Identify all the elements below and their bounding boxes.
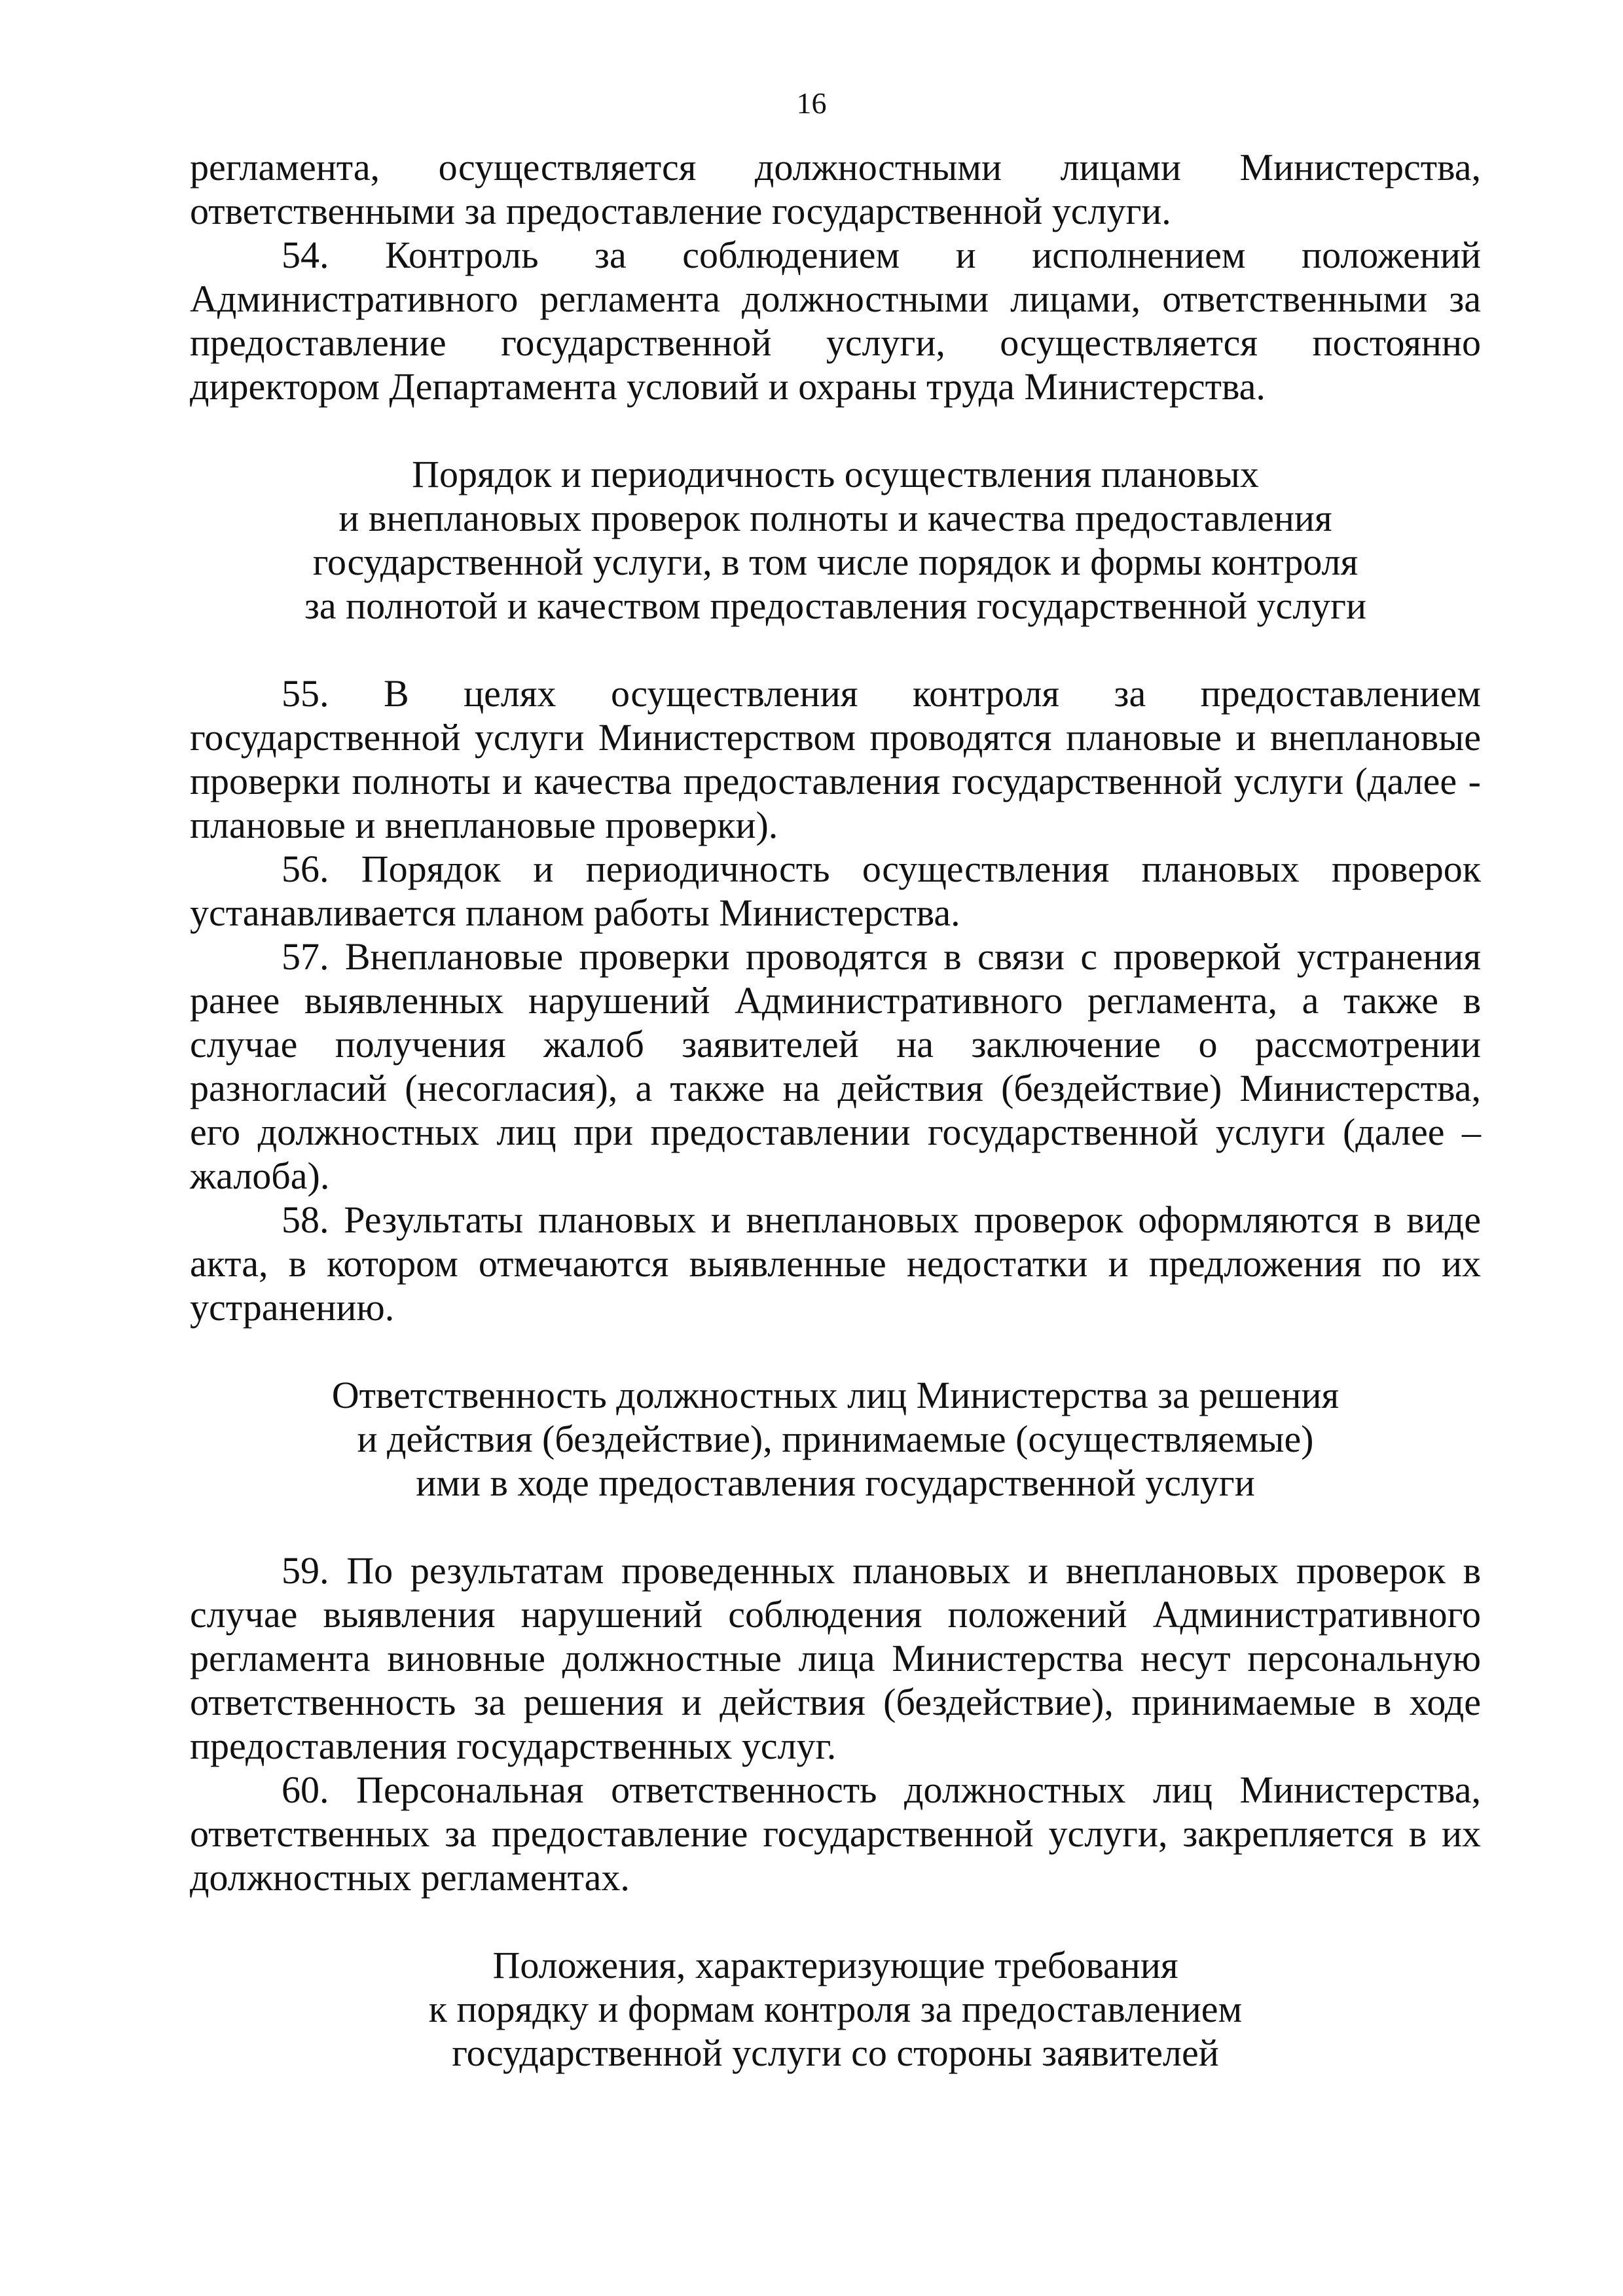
section-heading-responsibility <box>190 1373 1481 1505</box>
heading-line: и действия (бездействие), принимаемые (осуществляемые) <box>357 1418 1314 1460</box>
heading-line: и внеплановых проверок полноты и качества предоставления <box>338 497 1332 539</box>
heading-line: Ответственность должностных лиц Министерства за решения <box>331 1374 1340 1416</box>
section-heading-applicant-control <box>190 1943 1481 2075</box>
page-number: 16 <box>796 86 827 120</box>
heading-line: государственной услуги со стороны заявителей <box>452 2032 1219 2074</box>
paragraph-59: 59. По результатам проведенных плановых и внеплановых проверок в случае выявления нарушений соблюдения положений Административного регламента виновные должностные лица Министерства несут персональную ответственность за решения и действия (бездействие), принимаемые в ходе предоставления государственных услуг. <box>190 1549 1481 1767</box>
heading-line: за полнотой и качеством предоставления государственной услуги <box>304 584 1367 627</box>
document-body <box>190 145 1481 2075</box>
heading-line: Положения, характеризующие требования <box>492 1944 1178 1986</box>
paragraph-54: 54. Контроль за соблюдением и исполнением положений Административного регламента должностными лицами, ответственными за предоставление государственной услуги, осуществляется постоянно директором Департамента условий и охраны труда Министерства. <box>190 234 1481 408</box>
heading-line: Порядок и периодичность осуществления плановых <box>412 453 1259 495</box>
paragraph-57: 57. Внеплановые проверки проводятся в связи с проверкой устранения ранее выявленных нарушений Административного регламента, а также в случае получения жалоб заявителей на заключение о рассмотрении разногласий (несогласия), а также на действия (бездействие) Министерства, его должностных лиц при предоставлении государственной услуги (далее – жалоба). <box>190 935 1481 1197</box>
heading-line: к порядку и формам контроля за предоставлением <box>428 1988 1243 2030</box>
heading-line: государственной услуги, в том числе порядок и формы контроля <box>312 541 1359 583</box>
paragraph-55: 55. В целях осуществления контроля за предоставлением государственной услуги Министерством проводятся плановые и внеплановые проверки полноты и качества предоставления государственной услуги (далее - плановые и внеплановые проверки). <box>190 672 1481 846</box>
paragraph-continuation: регламента, осуществляется должностными лицами Министерства, ответственными за предоставление государственной услуги. <box>190 146 1481 232</box>
paragraph-60: 60. Персональная ответственность должностных лиц Министерства, ответственных за предоставление государственной услуги, закрепляется в их должностных регламентах. <box>190 1768 1481 1899</box>
paragraph-56: 56. Порядок и периодичность осуществления плановых проверок устанавливается планом работы Министерства. <box>190 848 1481 934</box>
paragraph-58: 58. Результаты плановых и внеплановых проверок оформляются в виде акта, в котором отмечаются выявленные недостатки и предложения по их устранению. <box>190 1198 1481 1329</box>
section-heading-inspections <box>190 452 1481 628</box>
heading-line: ими в ходе предоставления государственной услуги <box>416 1462 1255 1504</box>
